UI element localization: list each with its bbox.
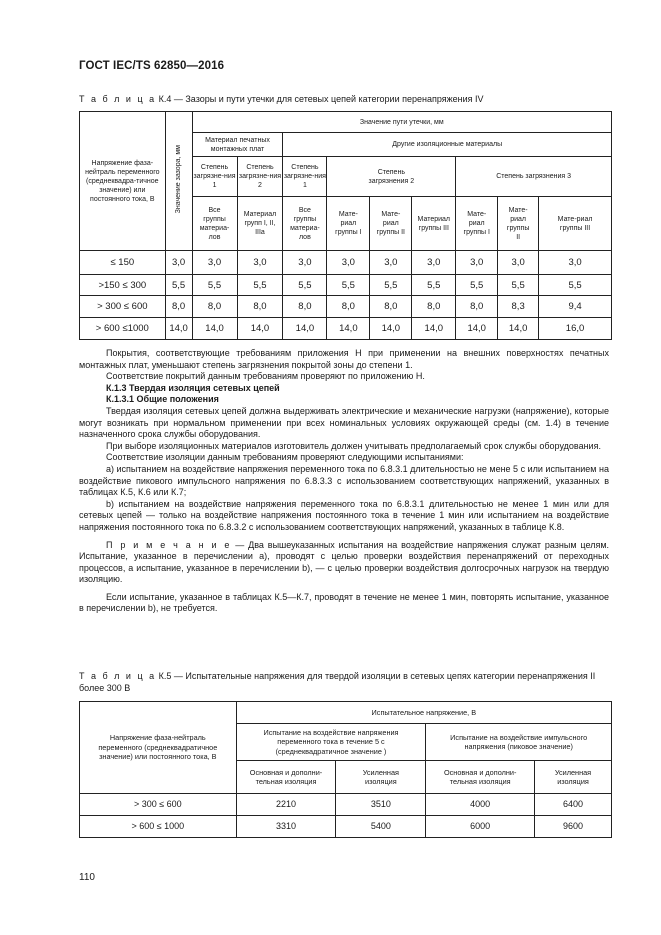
cell: 14,0 xyxy=(370,318,412,340)
header-material: Мате-риал группы III xyxy=(539,197,612,251)
header-test-voltage: Испытательное напряжение, В xyxy=(236,702,611,724)
table-k5 xyxy=(79,701,612,838)
cell: 14,0 xyxy=(412,318,456,340)
table-label: Т а б л и ц а xyxy=(79,671,157,681)
cell: 3,0 xyxy=(283,251,327,275)
cell: >150 ≤ 300 xyxy=(80,275,166,296)
header-pcb-pd1: Степень загрязне-ния 1 xyxy=(192,157,237,197)
cell: 8,0 xyxy=(370,296,412,318)
cell: 8,0 xyxy=(165,296,192,318)
subsection-heading: К.1.3.1 Общие положения xyxy=(106,394,219,405)
body-text xyxy=(79,348,609,615)
cell: 8,0 xyxy=(192,296,237,318)
cell: > 600 ≤1000 xyxy=(80,318,166,340)
cell: > 300 ≤ 600 xyxy=(80,296,166,318)
document-header: ГОСТ IEC/TS 62850—2016 xyxy=(79,60,225,72)
cell: 14,0 xyxy=(456,318,498,340)
cell: 5,5 xyxy=(237,275,283,296)
cell: > 600 ≤ 1000 xyxy=(80,816,237,838)
table-title: К.5 — Испытательные напряжения для твердой изоляции в сетевых цепях категории перенапряжения II более 300 В xyxy=(79,671,596,693)
header-clearance xyxy=(165,112,192,251)
header-material: Мате-риал группы II xyxy=(370,197,412,251)
paragraph: При выборе изоляционных материалов изготовитель должен учитывать предполагаемый срок службы оборудования. xyxy=(106,440,601,451)
cell: 14,0 xyxy=(237,318,283,340)
cell: 5,5 xyxy=(539,275,612,296)
note xyxy=(79,540,609,586)
cell: 16,0 xyxy=(539,318,612,340)
cell: 8,0 xyxy=(456,296,498,318)
cell: 3,0 xyxy=(327,251,370,275)
header-pcb-pd2: Степень загрязне-ния 2 xyxy=(237,157,283,197)
cell: 5,5 xyxy=(370,275,412,296)
cell: 4000 xyxy=(426,794,535,816)
cell: 3,0 xyxy=(165,251,192,275)
cell: 8,0 xyxy=(412,296,456,318)
header-pcb: Материал печатных монтажных плат xyxy=(192,133,283,157)
paragraph: Соответствие покрытий данным требованиям проверяют по приложению Н. xyxy=(106,371,425,382)
header-ac-test: Испытание на воздействие напряжения переменного тока в течение 5 с (среднеквадратичное значение ) xyxy=(236,724,426,761)
table-k4-caption xyxy=(79,93,609,105)
header-reinforced-insulation: Усиленная изоляция xyxy=(336,761,426,794)
header-basic-insulation: Основная и дополни-тельная изоляция xyxy=(426,761,535,794)
header-other-pd3: Степень загрязнения 3 xyxy=(456,157,612,197)
cell: 5,5 xyxy=(412,275,456,296)
paragraph: а) испытанием на воздействие напряжения переменного тока по 6.8.3.1 длительностью не мене 5 с или испытанием на воздействие пикового импульсного напряжения по 6.8.3.3 с использованием соответствующих напряжений, указанных в таблицах К.5, К.6 или К.7; xyxy=(79,463,609,498)
header-creepage: Значение пути утечки, мм xyxy=(192,112,611,133)
cell: 3,0 xyxy=(412,251,456,275)
header-material: Мате-риал группы II xyxy=(498,197,539,251)
note-text: — Два вышеуказанных испытания на воздействие напряжения служат разным целям. Испытание, указанное в перечислении а), проводят с целью проверки воздействия перенапряжений от переходных процессов, а испытание, указанное в перечислении b), — с целью проверки воздействия долгосрочных нагрузок на твердую изоляцию. xyxy=(79,539,610,585)
note-label: П р и м е ч а н и е xyxy=(106,539,232,550)
cell: 3,0 xyxy=(370,251,412,275)
cell: 2210 xyxy=(236,794,336,816)
cell: 5,5 xyxy=(165,275,192,296)
table-k4 xyxy=(79,111,612,340)
cell: 8,0 xyxy=(327,296,370,318)
header-other-pd2: Степень загрязнения 2 xyxy=(327,157,456,197)
header-basic-insulation: Основная и дополни-тельная изоляция xyxy=(236,761,336,794)
header-material: Все группы материа-лов xyxy=(283,197,327,251)
header-impulse-test: Испытание на воздействие импульсного напряжения (пиковое значение) xyxy=(426,724,612,761)
cell: 8,0 xyxy=(283,296,327,318)
cell: 8,3 xyxy=(498,296,539,318)
header-material: Все группы материа-лов xyxy=(192,197,237,251)
table-title: К.4 — Зазоры и пути утечки для сетевых цепей категории перенапряжения IV xyxy=(158,94,484,104)
cell: 14,0 xyxy=(165,318,192,340)
cell: 3,0 xyxy=(539,251,612,275)
table-row xyxy=(80,318,612,340)
header-material: Мате-риал группы I xyxy=(327,197,370,251)
paragraph: Соответствие изоляции данным требованиям проверяют следующими испытаниями: xyxy=(106,452,464,463)
page-number: 110 xyxy=(79,872,95,883)
cell: 5,5 xyxy=(498,275,539,296)
cell: 14,0 xyxy=(283,318,327,340)
header-material: Материал групп I, II, IIIa xyxy=(237,197,283,251)
cell: 3,0 xyxy=(237,251,283,275)
cell: 5,5 xyxy=(283,275,327,296)
header-other-materials: Другие изоляционные материалы xyxy=(283,133,612,157)
cell: 6400 xyxy=(535,794,612,816)
cell: 9600 xyxy=(535,816,612,838)
header-voltage: Напряжение фаза-нейтраль переменного (среднеквадра-тичное значение) или постоянного тока, В xyxy=(80,112,166,251)
table-row xyxy=(80,251,612,275)
paragraph: Твердая изоляция сетевых цепей должна выдерживать электрические и механические нагрузки (напряжение), которые могут возникать при нормальном применении при всех номинальных условиях окружающей среды (см. 1.4) в течение назначенного срока службы оборудования. xyxy=(79,405,609,440)
table-row xyxy=(80,794,612,816)
header-clearance-text: Значение зазора, мм xyxy=(175,145,183,214)
header-reinforced-insulation: Усиленная изоляция xyxy=(535,761,612,794)
cell: 8,0 xyxy=(237,296,283,318)
cell: 14,0 xyxy=(327,318,370,340)
cell: 5,5 xyxy=(327,275,370,296)
cell: 5,5 xyxy=(192,275,237,296)
section-heading: К.1.3 Твердая изоляция сетевых цепей xyxy=(106,382,280,393)
cell: 14,0 xyxy=(498,318,539,340)
header-voltage: Напряжение фаза-нейтраль переменного (среднеквадратичное значение) или постоянного тока, В xyxy=(80,702,237,794)
table-row xyxy=(80,296,612,318)
cell: 5400 xyxy=(336,816,426,838)
cell: 3510 xyxy=(336,794,426,816)
cell: 3,0 xyxy=(456,251,498,275)
paragraph: Покрытия, соответствующие требованиям приложения Н при применении на внешних поверхностях печатных монтажных плат, уменьшают степень загрязнения покрытой зоны до степени 1. xyxy=(79,348,609,370)
header-material: Материал группы III xyxy=(412,197,456,251)
cell: 3,0 xyxy=(192,251,237,275)
cell: 3310 xyxy=(236,816,336,838)
table-row xyxy=(80,816,612,838)
cell: 9,4 xyxy=(539,296,612,318)
table-k5-caption xyxy=(79,670,609,694)
cell: 6000 xyxy=(426,816,535,838)
paragraph: b) испытанием на воздействие напряжения переменного тока по 6.8.3.1 длительностью не менее 1 мин или для сетевых цепей — только на воздействие напряжения постоянного тока в течение 1 мин или испытанием на воздействие напряжения постоянного тока по 6.8.3.2 с использованием соответствующих напряжений, указанных в таблице К.8. xyxy=(79,498,609,532)
table-label: Т а б л и ц а xyxy=(79,94,157,104)
table-row xyxy=(80,275,612,296)
cell: 5,5 xyxy=(456,275,498,296)
cell: > 300 ≤ 600 xyxy=(80,794,237,816)
paragraph: Если испытание, указанное в таблицах К.5—К.7, проводят в течение не менее 1 мин, повторять испытание, указанное в перечислении b), не требуется. xyxy=(79,591,609,614)
cell: 14,0 xyxy=(192,318,237,340)
cell: ≤ 150 xyxy=(80,251,166,275)
header-other-pd1: Степень загрязне-ния 1 xyxy=(283,157,327,197)
header-material: Мате-риал группы I xyxy=(456,197,498,251)
cell: 3,0 xyxy=(498,251,539,275)
